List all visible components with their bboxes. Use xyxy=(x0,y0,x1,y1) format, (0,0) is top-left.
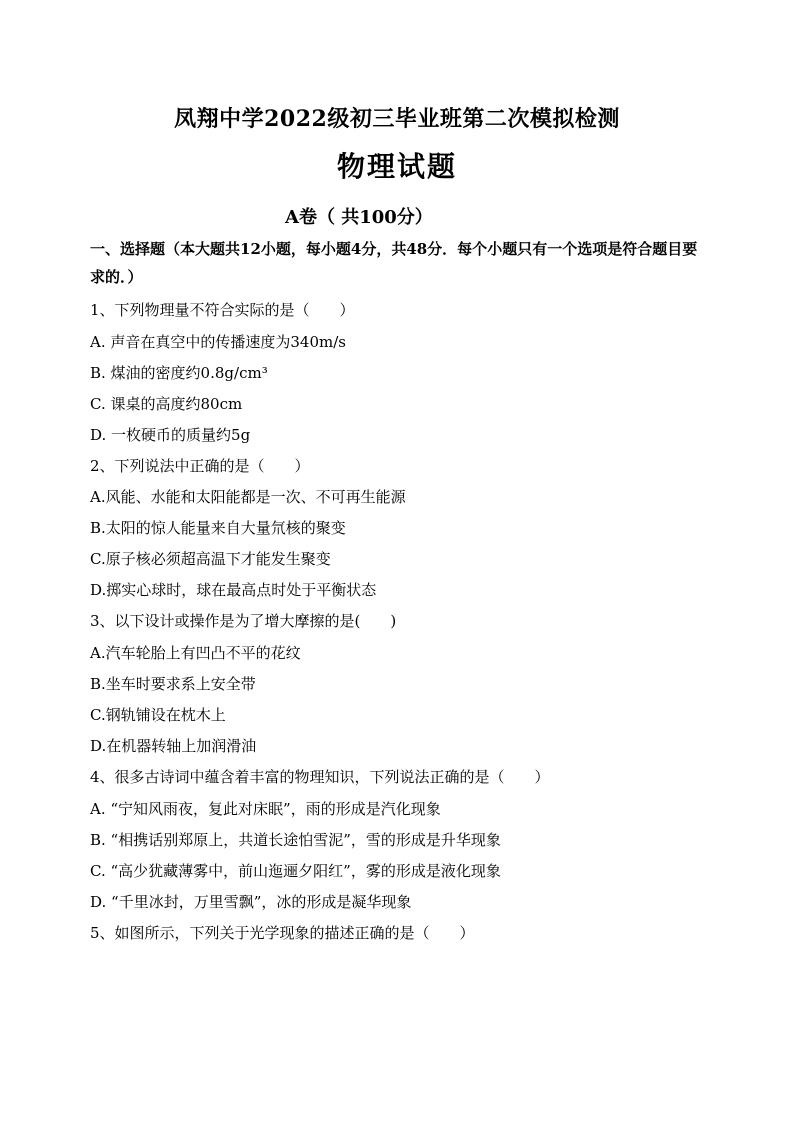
question-option: A.汽车轮胎上有凹凸不平的花纹 xyxy=(90,644,301,662)
question-option: C. “高少犹藏薄雾中，前山迤逦夕阳红”，雾的形成是液化现象 xyxy=(90,862,501,880)
question-stem: 2、下列说法中正确的是（ ） xyxy=(90,457,310,475)
question-stem: 1、下列物理量不符合实际的是（ ） xyxy=(90,301,355,319)
question-option: C.原子核必须超高温下才能发生聚变 xyxy=(90,550,331,568)
question-stem: 4、很多古诗词中蕴含着丰富的物理知识，下列说法正确的是（ ） xyxy=(90,768,550,786)
question-option: A.风能、水能和太阳能都是一次、不可再生能源 xyxy=(90,488,406,506)
question-option: A. “宁知风雨夜，复此对床眠”，雨的形成是汽化现象 xyxy=(90,800,441,818)
question-option: D. 一枚硬币的质量约5g xyxy=(90,426,251,444)
question-option: D. “千里冰封，万里雪飘”，冰的形成是凝华现象 xyxy=(90,893,412,911)
subject-title: 物理试题 xyxy=(336,150,457,183)
question-stem: 3、以下设计或操作是为了增大摩擦的是( ) xyxy=(90,612,397,630)
question-option: B.太阳的惊人能量来自大量氘核的聚变 xyxy=(90,519,346,537)
question-option: B. “相携话别郑原上，共道长途怕雪泥”，雪的形成是升华现象 xyxy=(90,831,501,849)
question-option: B.坐车时要求系上安全带 xyxy=(90,675,256,693)
question-stem: 5、如图所示，下列关于光学现象的描述正确的是（ ） xyxy=(90,924,475,942)
volume-title: A卷（ 共100分） xyxy=(285,207,433,228)
school-exam-title: 凤翔中学2022级初三毕业班第二次模拟检测 xyxy=(174,106,620,132)
question-option: D.在机器转轴上加润滑油 xyxy=(90,737,257,755)
section-heading: 一、选择题（本大题共12小题，每小题4分，共48分．每个小题只有一个选项是符合题目要求的．） xyxy=(90,240,698,286)
question-option: D.掷实心球时，球在最高点时处于平衡状态 xyxy=(90,581,377,599)
question-option: A. 声音在真空中的传播速度为340m/s xyxy=(90,333,346,351)
question-option: C. 课桌的高度约80cm xyxy=(90,395,243,413)
question-option: B. 煤油的密度约0.8g/cm³ xyxy=(90,364,268,382)
question-option: C.钢轨铺设在枕木上 xyxy=(90,706,226,724)
